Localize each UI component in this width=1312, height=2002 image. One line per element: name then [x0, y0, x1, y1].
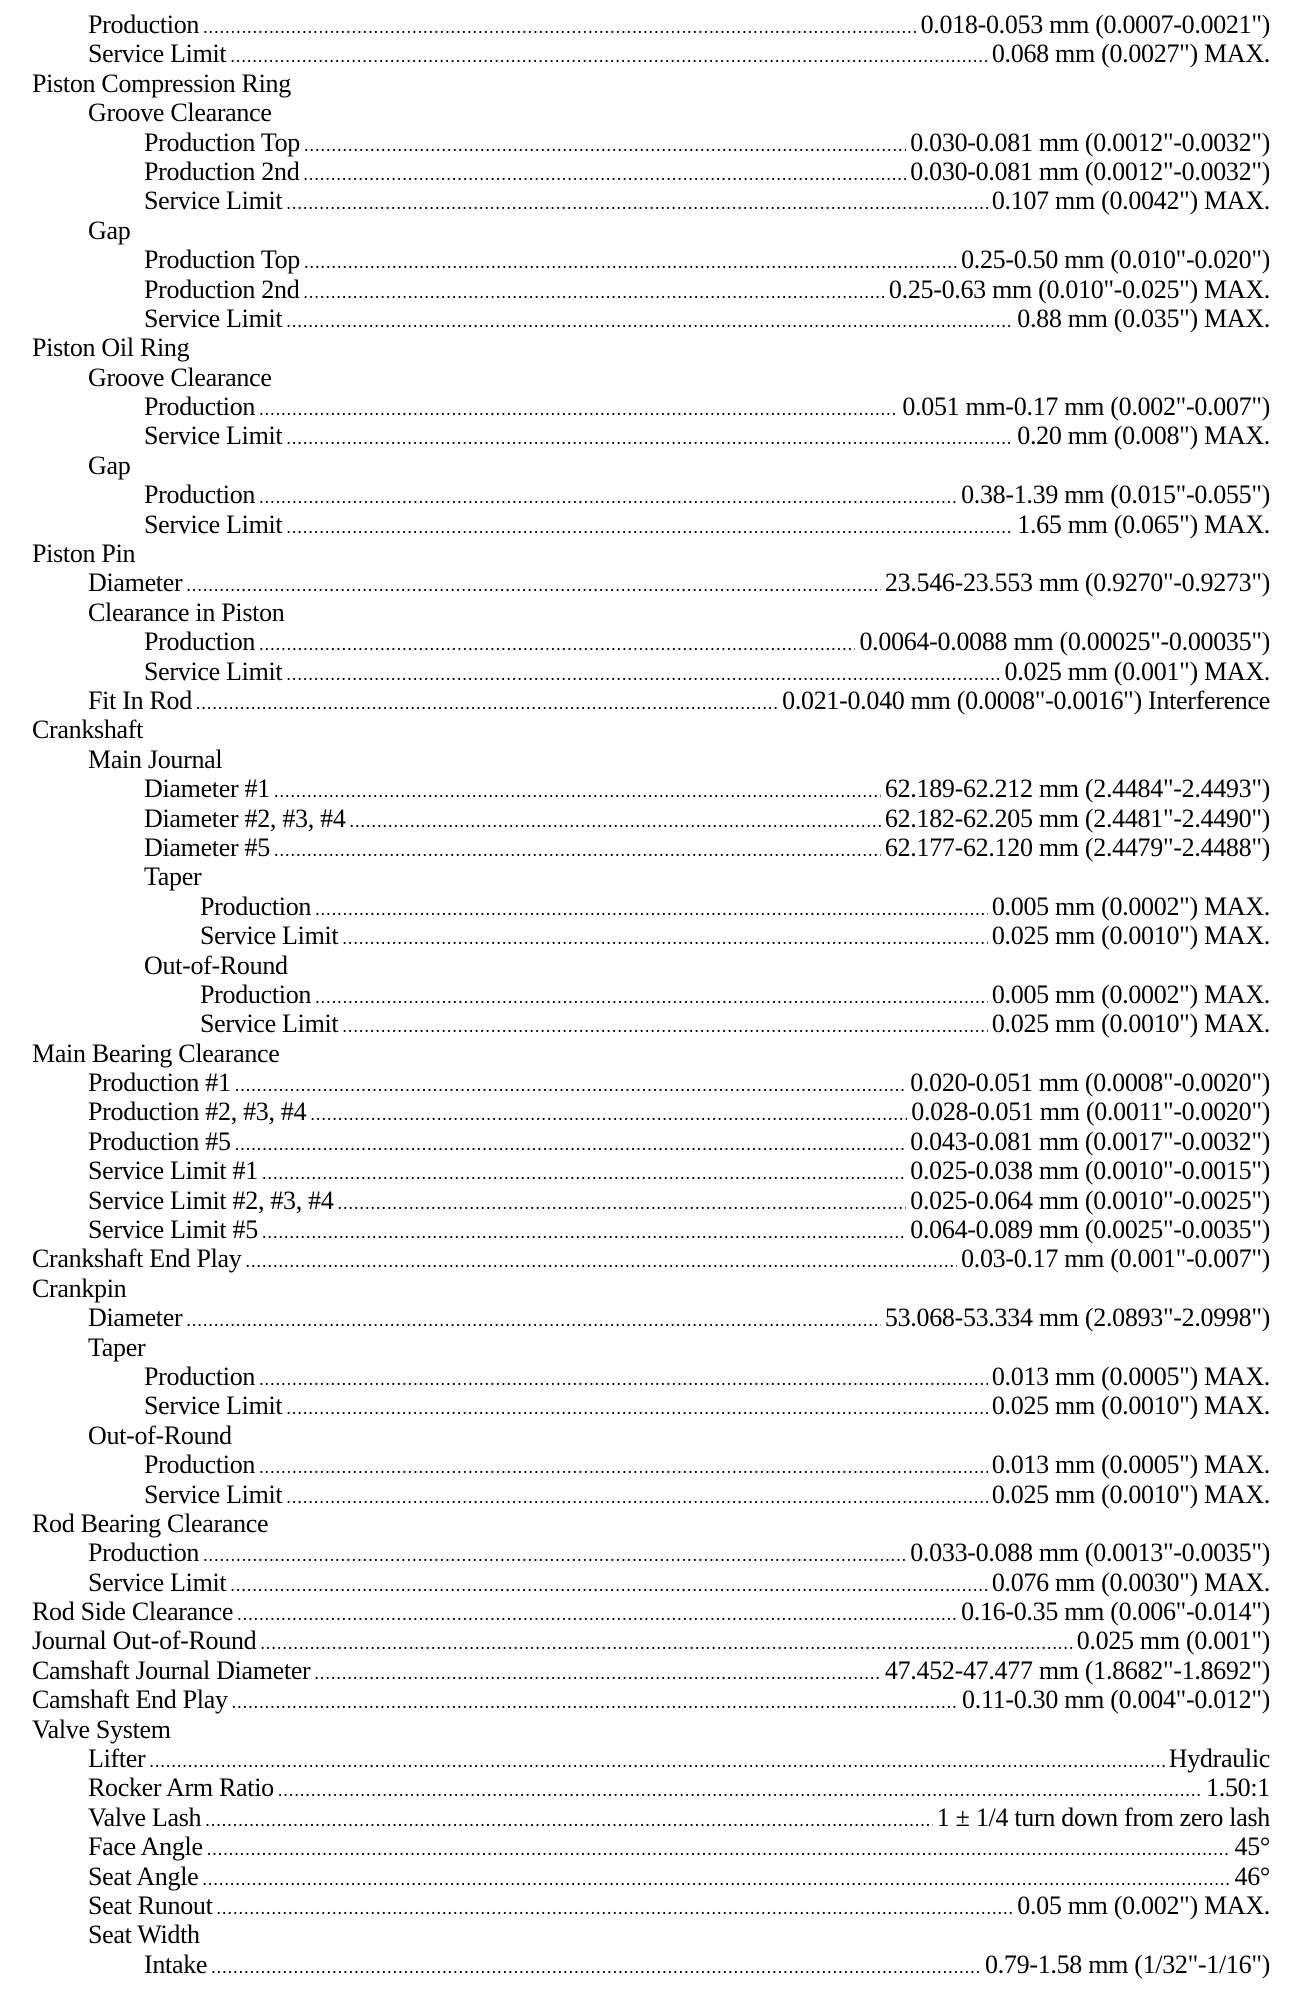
- dot-leader: [211, 1950, 981, 1979]
- spec-value: 0.064-0.089 mm (0.0025"-0.0035"): [910, 1215, 1270, 1245]
- spec-value: 0.020-0.051 mm (0.0008"-0.0020"): [910, 1068, 1270, 1098]
- spec-label: Out-of-Round: [144, 950, 288, 980]
- dot-leader: [310, 1097, 907, 1126]
- spec-label: Service Limit: [144, 1479, 283, 1509]
- dot-leader: [260, 1626, 1072, 1655]
- dot-leader: [259, 480, 957, 509]
- dot-leader: [207, 1832, 1231, 1861]
- spec-label: Seat Angle: [88, 1861, 199, 1891]
- spec-label: Service Limit: [88, 1567, 227, 1597]
- spec-row: [0, 1127, 1312, 1156]
- spec-row: [0, 1480, 1312, 1509]
- spec-value: 45°: [1234, 1832, 1270, 1862]
- spec-value: 0.051 mm-0.17 mm (0.002"-0.007"): [902, 392, 1270, 422]
- spec-value: 0.013 mm (0.0005") MAX.: [991, 1361, 1270, 1391]
- spec-label: Production: [144, 392, 256, 422]
- spec-label: Production #2, #3, #4: [88, 1097, 307, 1127]
- dot-leader: [205, 1803, 933, 1832]
- dot-leader: [274, 833, 881, 862]
- spec-label: Production #1: [88, 1068, 231, 1098]
- spec-label: Production 2nd: [144, 156, 300, 186]
- spec-label: Intake: [144, 1949, 208, 1979]
- spec-label: Valve System: [32, 1714, 171, 1744]
- spec-label: Piston Oil Ring: [32, 333, 190, 363]
- spec-value: 62.182-62.205 mm (2.4481"-2.4490"): [884, 803, 1270, 833]
- spec-label: Gap: [88, 450, 131, 480]
- dot-leader: [230, 1568, 988, 1597]
- spec-value: 53.068-53.334 mm (2.0893"-2.0998"): [884, 1303, 1270, 1333]
- spec-value: 0.043-0.081 mm (0.0017"-0.0032"): [910, 1126, 1270, 1156]
- spec-label: Taper: [88, 1332, 146, 1362]
- spec-value: 0.025-0.038 mm (0.0010"-0.0015"): [910, 1156, 1270, 1186]
- spec-label: Production Top: [144, 127, 301, 157]
- spec-value: 0.028-0.051 mm (0.0011"-0.0020"): [911, 1097, 1270, 1127]
- spec-value: 46°: [1234, 1861, 1270, 1891]
- spec-row: [0, 216, 1312, 245]
- spec-row: [0, 1215, 1312, 1244]
- dot-leader: [286, 657, 1000, 686]
- spec-row: [0, 1538, 1312, 1567]
- spec-label: Production: [144, 1450, 256, 1480]
- spec-label: Lifter: [88, 1744, 146, 1774]
- spec-value: 0.030-0.081 mm (0.0012"-0.0032"): [910, 156, 1270, 186]
- spec-label: Out-of-Round: [88, 1420, 232, 1450]
- dot-leader: [274, 774, 881, 803]
- spec-label: Service Limit: [144, 509, 283, 539]
- dot-leader: [286, 1480, 988, 1509]
- spec-value: 0.025 mm (0.0010") MAX.: [991, 921, 1270, 951]
- spec-label: Service Limit: [144, 303, 283, 333]
- spec-value: 0.025 mm (0.0010") MAX.: [991, 1391, 1270, 1421]
- spec-value: 0.030-0.081 mm (0.0012"-0.0032"): [910, 127, 1270, 157]
- spec-row: [0, 627, 1312, 656]
- dot-leader: [259, 1450, 988, 1479]
- dot-leader: [314, 1656, 880, 1685]
- dot-leader: [350, 804, 881, 833]
- spec-row: [0, 1333, 1312, 1362]
- spec-label: Main Bearing Clearance: [32, 1038, 280, 1068]
- spec-row: [0, 1009, 1312, 1038]
- dot-leader: [259, 627, 855, 656]
- spec-label: Service Limit: [144, 656, 283, 686]
- spec-row: [0, 275, 1312, 304]
- spec-label: Camshaft Journal Diameter: [32, 1655, 311, 1685]
- dot-leader: [286, 421, 1013, 450]
- dot-leader: [203, 10, 916, 39]
- spec-value: 0.025 mm (0.001") MAX.: [1004, 656, 1270, 686]
- spec-value: 0.38-1.39 mm (0.015"-0.055"): [961, 480, 1270, 510]
- spec-row: [0, 1450, 1312, 1479]
- spec-label: Taper: [144, 862, 202, 892]
- spec-row: [0, 774, 1312, 803]
- spec-label: Seat Runout: [88, 1891, 213, 1920]
- spec-row: [0, 1744, 1312, 1773]
- spec-value: 0.03-0.17 mm (0.001"-0.007"): [961, 1244, 1270, 1274]
- dot-leader: [230, 39, 988, 68]
- spec-label: Diameter #5: [144, 832, 270, 862]
- spec-value: 0.021-0.040 mm (0.0008"-0.0016") Interference: [782, 685, 1270, 715]
- spec-row: [0, 10, 1312, 39]
- spec-row: [0, 1891, 1312, 1920]
- spec-row: [0, 539, 1312, 568]
- spec-label: Diameter #2, #3, #4: [144, 803, 346, 833]
- spec-value: 62.189-62.212 mm (2.4484"-2.4493"): [884, 774, 1270, 804]
- spec-value: 0.0064-0.0088 mm (0.00025"-0.00035"): [859, 627, 1270, 657]
- dot-leader: [315, 892, 988, 921]
- spec-row: [0, 1274, 1312, 1303]
- spec-label: Service Limit #1: [88, 1156, 258, 1186]
- spec-row: [0, 1773, 1312, 1802]
- dot-leader: [338, 1186, 907, 1215]
- spec-value: 0.033-0.088 mm (0.0013"-0.0035"): [910, 1538, 1270, 1568]
- spec-row: [0, 1950, 1312, 1979]
- spec-value: 23.546-23.553 mm (0.9270"-0.9273"): [884, 568, 1270, 598]
- spec-label: Service Limit #2, #3, #4: [88, 1185, 334, 1215]
- spec-row: [0, 1244, 1312, 1273]
- spec-label: Production: [144, 480, 256, 510]
- spec-label: Production: [144, 1361, 256, 1391]
- spec-row: [0, 1597, 1312, 1626]
- dot-leader: [259, 1362, 988, 1391]
- spec-value: Hydraulic: [1168, 1744, 1270, 1774]
- spec-row: [0, 1156, 1312, 1185]
- spec-row: [0, 1832, 1312, 1861]
- dot-leader: [262, 1156, 906, 1185]
- spec-row: [0, 333, 1312, 362]
- spec-row: [0, 568, 1312, 597]
- spec-value: 0.025-0.064 mm (0.0010"-0.0025"): [910, 1185, 1270, 1215]
- spec-row: [0, 1715, 1312, 1744]
- spec-row: [0, 1186, 1312, 1215]
- dot-leader: [304, 245, 957, 274]
- spec-label: Camshaft End Play: [32, 1685, 228, 1715]
- dot-leader: [286, 186, 988, 215]
- spec-row: [0, 686, 1312, 715]
- spec-value: 1.50:1: [1206, 1773, 1270, 1803]
- spec-label: Production: [144, 627, 256, 657]
- spec-row: [0, 1421, 1312, 1450]
- spec-value: 0.25-0.63 mm (0.010"-0.025") MAX.: [888, 274, 1270, 304]
- spec-row: [0, 804, 1312, 833]
- spec-value: 0.025 mm (0.0010") MAX.: [991, 1009, 1270, 1039]
- spec-row: [0, 1068, 1312, 1097]
- spec-row: [0, 1656, 1312, 1685]
- spec-label: Production: [200, 979, 312, 1009]
- spec-label: Production: [88, 10, 200, 39]
- spec-row: [0, 1626, 1312, 1655]
- spec-label: Diameter: [88, 1303, 183, 1333]
- spec-value: 0.16-0.35 mm (0.006"-0.014"): [961, 1597, 1270, 1627]
- spec-row: [0, 1862, 1312, 1891]
- spec-value: 0.107 mm (0.0042") MAX.: [991, 186, 1270, 216]
- spec-label: Production #5: [88, 1126, 231, 1156]
- spec-value: 0.076 mm (0.0030") MAX.: [991, 1567, 1270, 1597]
- spec-value: 0.025 mm (0.001"): [1076, 1626, 1270, 1656]
- dot-leader: [278, 1773, 1202, 1802]
- spec-row: [0, 1803, 1312, 1832]
- spec-value: 47.452-47.477 mm (1.8682"-1.8692"): [884, 1655, 1270, 1685]
- spec-label: Valve Lash: [88, 1802, 202, 1832]
- spec-row: [0, 1685, 1312, 1714]
- spec-row: [0, 39, 1312, 68]
- spec-row: [0, 657, 1312, 686]
- spec-label: Production Top: [144, 245, 301, 275]
- spec-row: [0, 1568, 1312, 1597]
- dot-leader: [203, 1538, 906, 1567]
- spec-label: Seat Width: [88, 1920, 200, 1950]
- spec-label: Rod Side Clearance: [32, 1597, 234, 1627]
- spec-row: [0, 186, 1312, 215]
- dot-leader: [235, 1068, 907, 1097]
- spec-value: 0.20 mm (0.008") MAX.: [1017, 421, 1270, 451]
- spec-row: [0, 833, 1312, 862]
- spec-value: 0.005 mm (0.0002") MAX.: [991, 891, 1270, 921]
- spec-row: [0, 98, 1312, 127]
- spec-row: [0, 363, 1312, 392]
- spec-row: [0, 1920, 1312, 1949]
- spec-row: [0, 1303, 1312, 1332]
- spec-row: [0, 421, 1312, 450]
- spec-label: Piston Pin: [32, 539, 136, 569]
- spec-label: Piston Compression Ring: [32, 68, 291, 98]
- spec-label: Service Limit #5: [88, 1215, 258, 1245]
- spec-row: [0, 69, 1312, 98]
- spec-label: Main Journal: [88, 744, 223, 774]
- spec-value: 62.177-62.120 mm (2.4479"-2.4488"): [884, 832, 1270, 862]
- spec-label: Groove Clearance: [88, 98, 272, 128]
- spec-value: 0.068 mm (0.0027") MAX.: [991, 39, 1270, 69]
- dot-leader: [217, 1891, 1014, 1920]
- dot-leader: [303, 157, 906, 186]
- spec-row: [0, 1097, 1312, 1126]
- spec-value: 0.05 mm (0.002") MAX.: [1017, 1891, 1270, 1920]
- dot-leader: [186, 1303, 881, 1332]
- dot-leader: [235, 1127, 907, 1156]
- spec-row: [0, 392, 1312, 421]
- spec-row: [0, 598, 1312, 627]
- spec-label: Clearance in Piston: [88, 597, 285, 627]
- spec-label: Diameter: [88, 568, 183, 598]
- spec-value: 0.025 mm (0.0010") MAX.: [991, 1479, 1270, 1509]
- spec-row: [0, 1362, 1312, 1391]
- spec-value: 0.11-0.30 mm (0.004"-0.012"): [962, 1685, 1270, 1715]
- dot-leader: [342, 1009, 988, 1038]
- spec-value: 1 ± 1/4 turn down from zero lash: [936, 1802, 1270, 1832]
- spec-label: Rod Bearing Clearance: [32, 1508, 269, 1538]
- dot-leader: [202, 1862, 1230, 1891]
- spec-row: [0, 745, 1312, 774]
- spec-row: [0, 1391, 1312, 1420]
- spec-label: Service Limit: [144, 186, 283, 216]
- spec-label: Groove Clearance: [88, 362, 272, 392]
- spec-row: [0, 892, 1312, 921]
- spec-row: [0, 921, 1312, 950]
- spec-row: [0, 715, 1312, 744]
- spec-value: 1.65 mm (0.065") MAX.: [1017, 509, 1270, 539]
- spec-label: Service Limit: [144, 1391, 283, 1421]
- dot-leader: [286, 510, 1013, 539]
- dot-leader: [303, 275, 885, 304]
- spec-label: Service Limit: [200, 1009, 339, 1039]
- spec-row: [0, 510, 1312, 539]
- spec-value: 0.018-0.053 mm (0.0007-0.0021"): [920, 10, 1270, 39]
- dot-leader: [237, 1597, 957, 1626]
- spec-label: Production: [200, 891, 312, 921]
- spec-label: Gap: [88, 215, 131, 245]
- dot-leader: [315, 980, 988, 1009]
- dot-leader: [232, 1685, 958, 1714]
- spec-label: Journal Out-of-Round: [32, 1626, 257, 1656]
- dot-leader: [246, 1244, 958, 1273]
- dot-leader: [259, 392, 898, 421]
- spec-row: [0, 304, 1312, 333]
- spec-row: [0, 1039, 1312, 1068]
- spec-row: [0, 480, 1312, 509]
- dot-leader: [196, 686, 778, 715]
- spec-row: [0, 451, 1312, 480]
- spec-row: [0, 951, 1312, 980]
- spec-value: 0.005 mm (0.0002") MAX.: [991, 979, 1270, 1009]
- spec-label: Diameter #1: [144, 774, 270, 804]
- dot-leader: [304, 128, 906, 157]
- spec-label: Crankshaft: [32, 715, 144, 745]
- spec-label: Rocker Arm Ratio: [88, 1773, 274, 1803]
- spec-label: Service Limit: [200, 921, 339, 951]
- spec-row: [0, 157, 1312, 186]
- spec-label: Service Limit: [144, 421, 283, 451]
- spec-row: [0, 1509, 1312, 1538]
- spec-label: Production 2nd: [144, 274, 300, 304]
- spec-row: [0, 862, 1312, 891]
- dot-leader: [286, 304, 1013, 333]
- spec-value: 0.013 mm (0.0005") MAX.: [991, 1450, 1270, 1480]
- dot-leader: [262, 1215, 906, 1244]
- spec-row: [0, 128, 1312, 157]
- spec-value: 0.25-0.50 mm (0.010"-0.020"): [961, 245, 1270, 275]
- spec-label: Crankpin: [32, 1273, 127, 1303]
- spec-label: Service Limit: [88, 39, 227, 69]
- spec-value: 0.79-1.58 mm (1/32"-1/16"): [985, 1949, 1270, 1979]
- dot-leader: [286, 1391, 988, 1420]
- dot-leader: [342, 921, 988, 950]
- dot-leader: [149, 1744, 1164, 1773]
- spec-row: [0, 245, 1312, 274]
- spec-row: [0, 980, 1312, 1009]
- spec-label: Production: [88, 1538, 200, 1568]
- spec-value: 0.88 mm (0.035") MAX.: [1017, 303, 1270, 333]
- spec-label: Crankshaft End Play: [32, 1244, 242, 1274]
- dot-leader: [186, 568, 881, 597]
- spec-label: Fit In Rod: [88, 685, 192, 715]
- spec-label: Face Angle: [88, 1832, 203, 1862]
